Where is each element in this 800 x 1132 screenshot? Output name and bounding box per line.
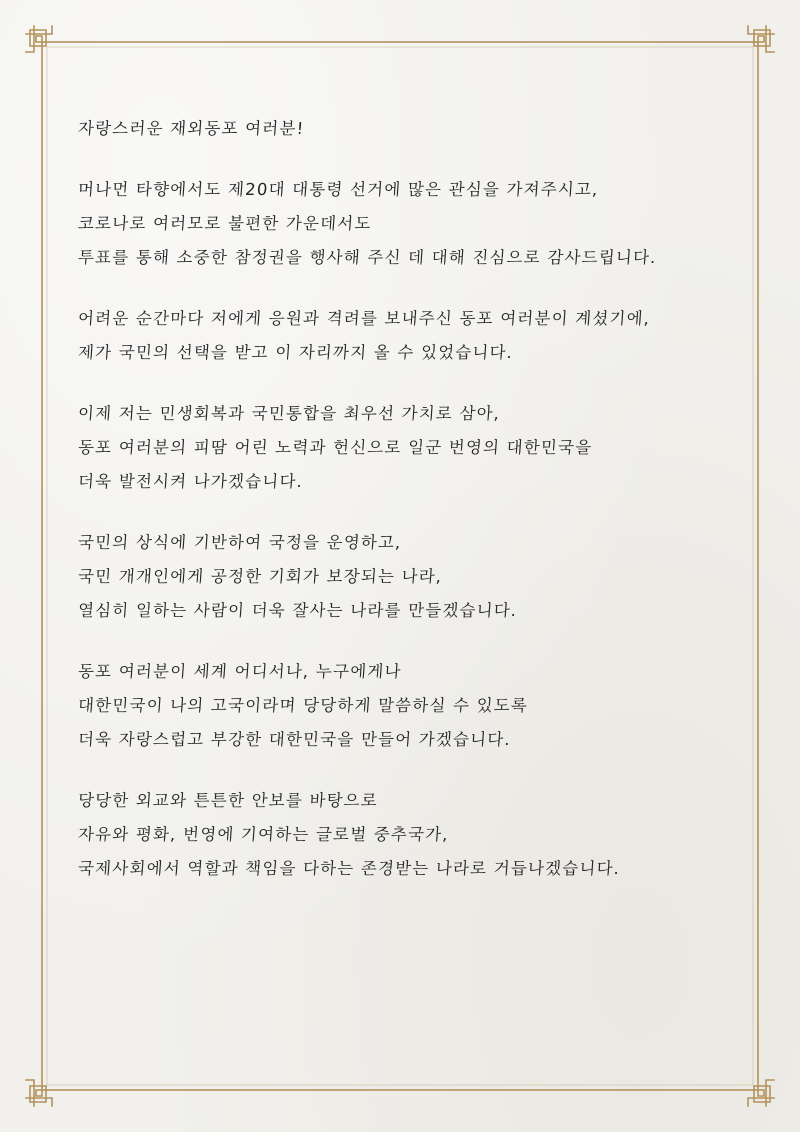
letter-line: 국제사회에서 역할과 책임을 다하는 존경받는 나라로 거듭나겠습니다.	[77, 859, 621, 878]
letter-line: 투표를 통해 소중한 참정권을 행사해 주신 데 대해 진심으로 감사드립니다.	[77, 248, 658, 267]
letter-body	[78, 112, 738, 886]
letter-line: 동포 여러분의 피땀 어린 노력과 헌신으로 일군 번영의 대한민국을	[77, 438, 594, 457]
letter-line: 더욱 발전시켜 나가겠습니다.	[77, 472, 304, 491]
paragraph-spacer	[78, 146, 738, 173]
letter-line: 더욱 자랑스럽고 부강한 대한민국을 만들어 가겠습니다.	[77, 730, 512, 749]
letter-line: 코로나로 여러모로 불편한 가운데서도	[77, 214, 373, 233]
letter-line: 제가 국민의 선택을 받고 이 자리까지 올 수 있었습니다.	[77, 343, 514, 362]
letter-line: 국민의 상식에 기반하여 국정을 운영하고,	[77, 533, 403, 552]
letter-line: 머나먼 타향에서도 제20대 대통령 선거에 많은 관심을 가져주시고,	[77, 180, 600, 199]
letter-line: 국민 개개인에게 공정한 기회가 보장되는 나라,	[77, 567, 444, 586]
letter-line: 자유와 평화, 번영에 기여하는 글로벌 중추국가,	[77, 825, 450, 844]
corner-ornament-bottom-right	[748, 1080, 774, 1106]
letter-paragraph	[78, 526, 738, 628]
corner-ornament-bottom-left	[26, 1080, 52, 1106]
letter-paragraph	[78, 173, 738, 275]
paragraph-spacer	[78, 628, 738, 655]
paragraph-spacer	[78, 757, 738, 784]
letter-paragraph	[78, 397, 738, 499]
paragraph-spacer	[78, 370, 738, 397]
letter-paragraph	[78, 302, 738, 370]
letter-greeting	[78, 112, 738, 146]
letter-line: 열심히 일하는 사람이 더욱 잘사는 나라를 만들겠습니다.	[77, 601, 519, 620]
letter-line: 대한민국이 나의 고국이라며 당당하게 말씀하실 수 있도록	[77, 696, 529, 715]
letter-line: 이제 저는 민생회복과 국민통합을 최우선 가치로 삼아,	[77, 404, 501, 423]
letter-line: 자랑스러운 재외동포 여러분!	[77, 119, 306, 138]
letter-line: 당당한 외교와 튼튼한 안보를 바탕으로	[77, 791, 379, 810]
letter-paragraph	[78, 784, 738, 886]
letter-line: 동포 여러분이 세계 어디서나, 누구에게나	[77, 662, 403, 681]
corner-ornament-top-right	[748, 26, 774, 52]
letter-paragraph	[78, 655, 738, 757]
letter-line: 어려운 순간마다 저에게 응원과 격려를 보내주신 동포 여러분이 계셨기에,	[77, 309, 651, 328]
paragraph-spacer	[78, 499, 738, 526]
corner-ornament-top-left	[26, 26, 52, 52]
paragraph-spacer	[78, 275, 738, 302]
